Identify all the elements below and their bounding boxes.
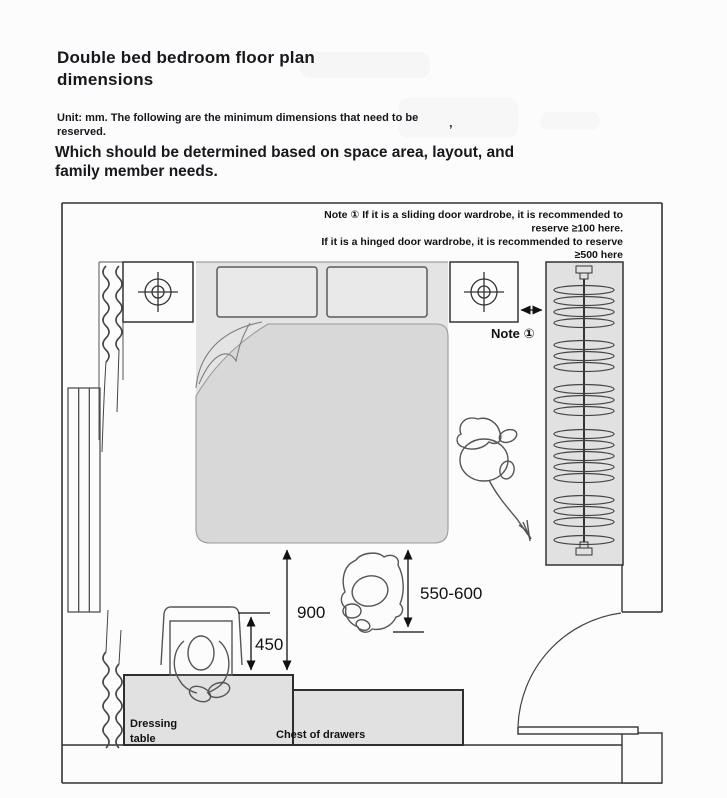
standing-person-figure (341, 553, 403, 632)
note-ref-label: Note ① (491, 326, 535, 341)
page-title-line2: dimensions (57, 70, 154, 89)
vanity-chair (161, 607, 242, 675)
nightstand-right (450, 262, 518, 322)
page-title-line1: Double bed bedroom floor plan (57, 48, 315, 67)
dim-label-450: 450 (255, 635, 284, 654)
double-bed (196, 262, 448, 543)
dim-ticks (238, 613, 424, 632)
dim-label-550-600: 550-600 (420, 584, 483, 603)
nightstand-left (123, 262, 193, 322)
wardrobe-note-line2: reserve ≥100 here. (531, 222, 623, 235)
walking-person-figure (457, 418, 531, 541)
subtitle-line1: Which should be determined based on space area, layout, and (55, 144, 515, 161)
door-swing-arc (518, 613, 621, 726)
wardrobe-note-line4: ≥500 here (574, 249, 623, 261)
unit-note-line1: Unit: mm. The following are the minimum dimensions that need to be (57, 112, 419, 124)
chest-of-drawers-label: Chest of drawers (276, 729, 366, 741)
unit-note-line2: reserved. (57, 126, 106, 138)
wardrobe (546, 262, 623, 565)
pillow-right (327, 267, 427, 317)
pillow-left (217, 267, 317, 317)
stray-mark: ’ (449, 122, 453, 137)
wardrobe-note-line1: Note ① If it is a sliding door wardrobe, it is recommended to (324, 209, 623, 221)
curtains-top-left (102, 266, 122, 452)
subtitle-line2: family member needs. (55, 163, 218, 180)
dressing-table-label-line2: table (130, 733, 156, 745)
curtains-bottom-left (103, 610, 122, 748)
door-leaf (518, 727, 638, 734)
dressing-table-label-line1: Dressing (130, 718, 178, 730)
dim-label-900: 900 (297, 603, 326, 622)
blanket (196, 324, 448, 543)
door-side-wall-block (622, 733, 662, 783)
wardrobe-note-line3: If it is a hinged door wardrobe, it is recommended to reserve (321, 236, 623, 248)
window (68, 388, 100, 612)
door (518, 613, 638, 734)
